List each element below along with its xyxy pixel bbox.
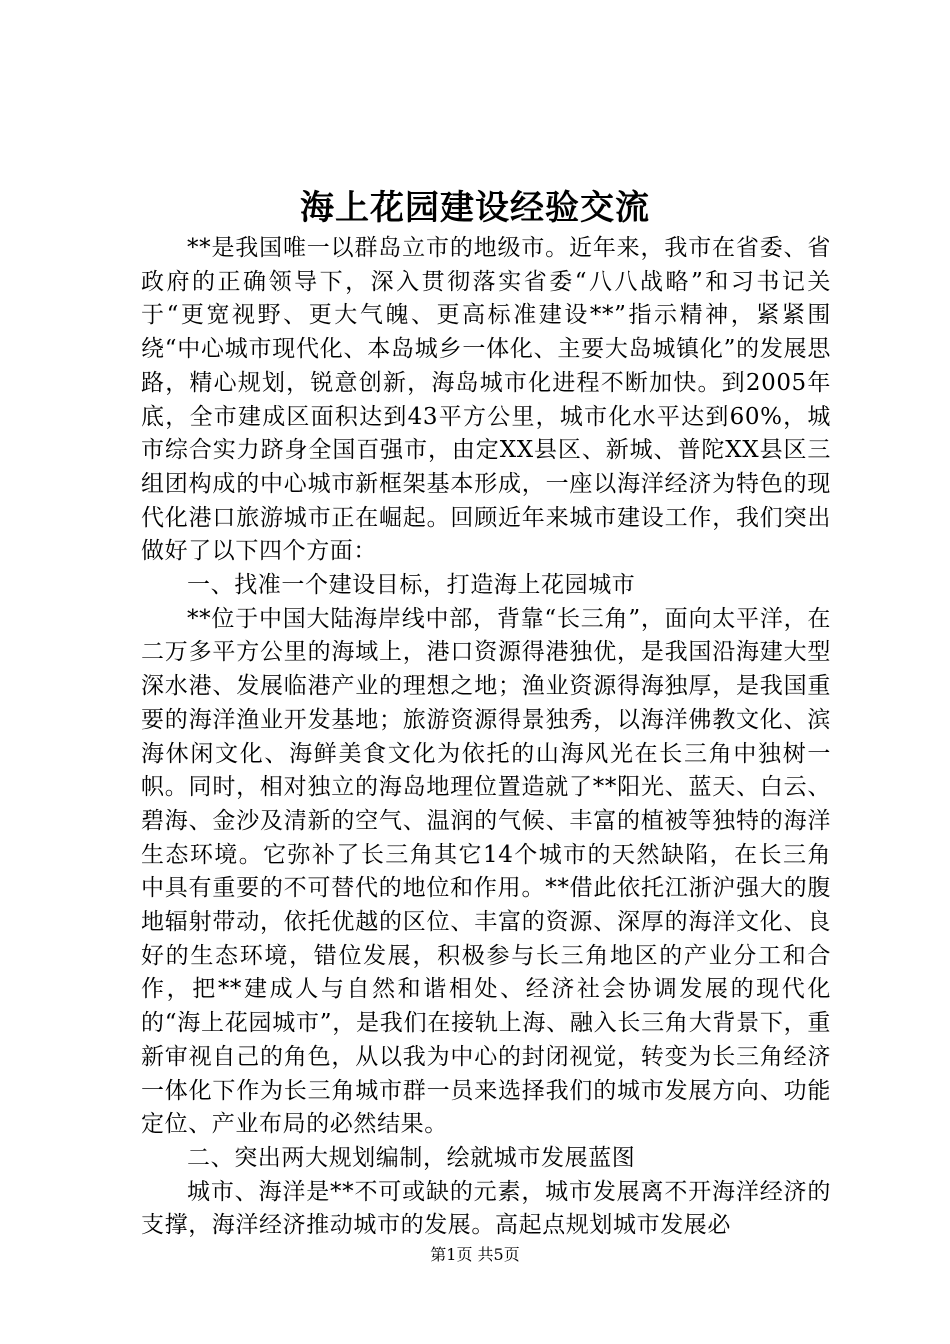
section-heading-1: 一、找准一个建设目标，打造海上花园城市 [187,572,636,599]
document-body [141,232,831,1243]
document-title: 海上花园建设经验交流 [300,188,650,228]
paragraph-section-2: 城市、海洋是**不可或缺的元素，城市发展离不开海洋经济的支撑，海洋经济推动城市的发展。高起点规划城市发展必 [141,1178,831,1239]
paragraph-section-1: **位于中国大陆海岸线中部，背靠“长三角”，面向太平洋，在二万多平方公里的海域上，港口资源得港独优，是我国沿海建大型深水港、发展临港产业的理想之地；渔业资源得海独厚，是我国重要的海洋渔业开发基地；旅游资源得景独秀，以海洋佛教文化、滨海休闲文化、海鲜美食文化为依托的山海风光在长三角中独树一帜。同时，相对独立的海岛地理位置造就了**阳光、蓝天、白云、碧海、金沙及清新的空气、温润的气候、丰富的植被等独特的海洋生态环境。它弥补了长三角其它14个城市的天然缺陷，在长三角中具有重要的不可替代的地位和作用。**借此依托江浙沪强大的腹地辐射带动，依托优越的区位、丰富的资源、深厚的海洋文化、良好的生态环境，错位发展，积极参与长三角地区的产业分工和合作，把**建成人与自然和谐相处、经济社会协调发展的现代化的“海上花园城市”，是我们在接轨上海、融入长三角大背景下，重新审视自己的角色，从以我为中心的封闭视觉，转变为长三角经济一体化下作为长三角城市群一员来选择我们的城市发展方向、功能定位、产业布局的必然结果。 [141,605,831,1138]
paragraph-intro: **是我国唯一以群岛立市的地级市。近年来，我市在省委、省政府的正确领导下，深入贯彻落实省委“八八战略”和习书记关于“更宽视野、更大气魄、更高标准建设**”指示精神，紧紧围绕“中心城市现代化、本岛城乡一体化、主要大岛城镇化”的发展思路，精心规划，锐意创新，海岛城市化进程不断加快。到2005年底，全市建成区面积达到43平方公里，城市化水平达到60%，城市综合实力跻身全国百强市，由定XX县区、新城、普陀XX县区三组团构成的中心城市新框架基本形成，一座以海洋经济为特色的现代化港口旅游城市正在崛起。回顾近年来城市建设工作，我们突出做好了以下四个方面： [141,235,831,565]
page-footer: 第1页 共5页 [430,1245,520,1264]
section-heading-2: 二、突出两大规划编制，绘就城市发展蓝图 [187,1144,636,1171]
